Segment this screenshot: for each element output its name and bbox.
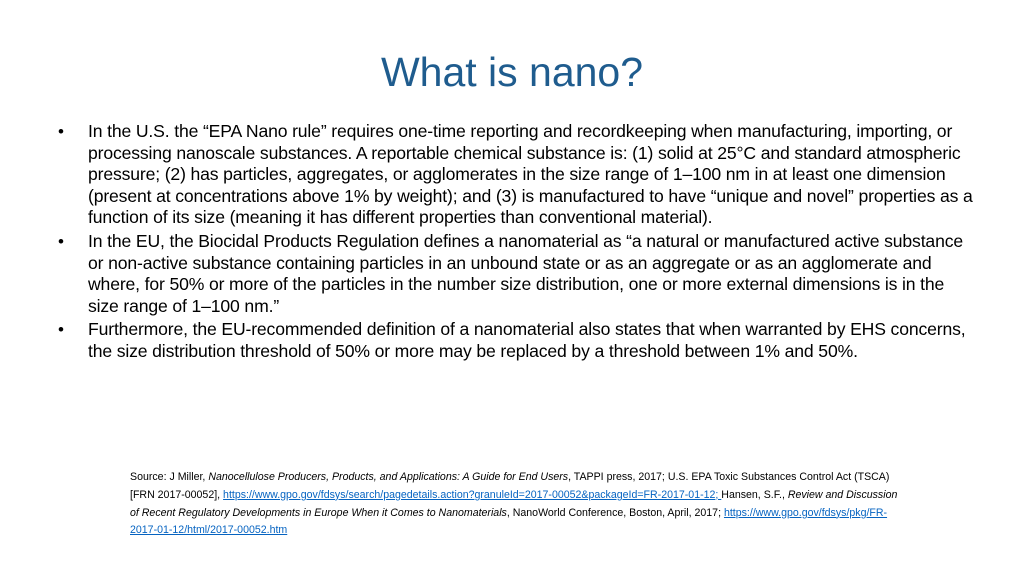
- source-link-separator[interactable]: ;: [715, 488, 722, 501]
- bullet-marker: •: [58, 231, 64, 251]
- source-prefix: Source: J Miller,: [130, 471, 209, 483]
- source-paper-title: Review and Discussion of Recent Regulatory Developments in Europe When it Comes to Nanomaterials: [130, 488, 898, 519]
- source-text-2: , TAPPI press, 2017; U.S. EPA Toxic Substances Control Act (TSCA) [FRN 2017-00052],: [130, 471, 890, 501]
- bullet-marker: •: [58, 320, 64, 340]
- bullet-list: [58, 121, 978, 365]
- bullet-item-eu-biocidal: [58, 231, 978, 317]
- bullet-text: In the EU, the Biocidal Products Regulation defines a nanomaterial as “a natural or manufactured active substance or non-active substance containing particles in an unbound state or as an aggregate or as an agglomerate and where, for 50% or more of the particles in the number size distribution, one or more external dimensions is in the size range of 1–100 nm.”: [88, 230, 963, 316]
- source-text-3: Hansen, S.F.,: [721, 488, 788, 501]
- source-link-epa-html[interactable]: https://www.gpo.gov/fdsys/pkg/FR-2017-01-12/html/2017-00052.htm: [130, 506, 888, 537]
- bullet-text: Furthermore, the EU-recommended definition of a nanomaterial also states that when warranted by EHS concerns, the size distribution threshold of 50% or more may be replaced by a threshold between 1% and 50%.: [88, 319, 966, 361]
- source-book-title: Nanocellulose Producers, Products, and Applications: A Guide for End Users: [208, 471, 569, 483]
- bullet-item-eu-recommended: [58, 319, 978, 362]
- bullet-text: In the U.S. the “EPA Nano rule” requires one-time reporting and recordkeeping when manufacturing, importing, or processing nanoscale substances. A reportable chemical substance is: (1) solid at 25°C and standard atmospheric pressure; (2) has particles, aggregates, or agglomerates in the size range of 1–100 nm in at least one dimension (present at concentrations above 1% by weight); and (3) is manufactured to have “unique and novel” properties as a function of its size (meaning it has different properties than conventional material).: [88, 121, 973, 228]
- source-text-4: , NanoWorld Conference, Boston, April, 2017;: [506, 506, 724, 519]
- slide-title: What is nano?: [380, 49, 644, 95]
- source-citation: [130, 469, 900, 540]
- bullet-marker: •: [58, 122, 64, 141]
- bullet-item-us-epa-rule: [58, 121, 978, 229]
- source-link-epa-search[interactable]: https://www.gpo.gov/fdsys/search/pagedetails.action?granuleId=2017-00052&packageId=FR-2017-01-12: [223, 488, 716, 501]
